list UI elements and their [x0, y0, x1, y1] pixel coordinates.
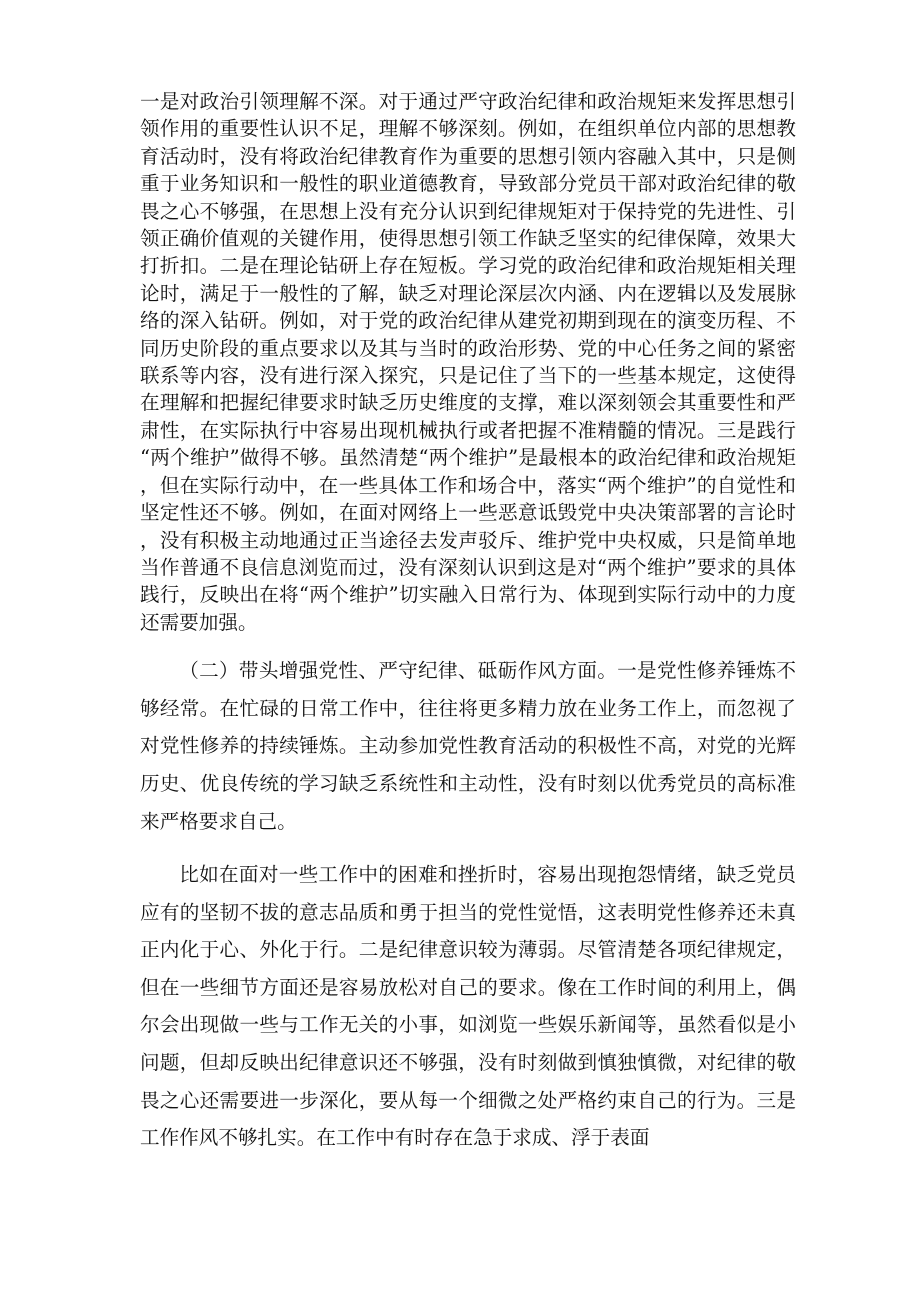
document-page [140, 88, 796, 1157]
paragraph-party-spirit-heading: （二）带头增强党性、严守纪律、砥砺作风方面。一是党性修养锤炼不够经常。在忙碌的日常工作中，往往将更多精力放在业务工作上，而忽视了对党性修养的持续锤炼。主动参加党性教育活动的积极性不高，对党的光辉历史、优良传统的学习缺乏系统性和主动性，没有时刻以优秀党员的高标准来严格要求自己。 [140, 659, 796, 833]
paragraph-discipline-awareness: 比如在面对一些工作中的困难和挫折时，容易出现抱怨情绪，缺乏党员应有的坚韧不拔的意志品质和勇于担当的党性觉悟，这表明党性修养还未真正内化于心、外化于行。二是纪律意识较为薄弱。尽管清楚各项纪律规定，但在一些细节方面还是容易放松对自己的要求。像在工作时间的利用上，偶尔会出现做一些与工作无关的小事，如浏览一些娱乐新闻等，虽然看似是小问题，但却反映出纪律意识还不够强，没有时刻做到慎独慎微，对纪律的敬畏之心还需要进一步深化，要从每一个细微之处严格约束自己的行为。三是工作作风不够扎实。在工作中有时存在急于求成、浮于表面 [140, 863, 796, 1150]
paragraph-political-guidance: 一是对政治引领理解不深。对于通过严守政治纪律和政治规矩来发挥思想引领作用的重要性认识不足，理解不够深刻。例如，在组织单位内部的思想教育活动时，没有将政治纪律教育作为重要的思想引领内容融入其中，只是侧重于业务知识和一般性的职业道德教育，导致部分党员干部对政治纪律的敬畏之心不够强，在思想上没有充分认识到纪律规矩对于保持党的先进性、引领正确价值观的关键作用，使得思想引领工作缺乏坚实的纪律保障，效果大打折扣。二是在理论钻研上存在短板。学习党的政治纪律和政治规矩相关理论时，满足于一般性的了解，缺乏对理论深层次内涵、内在逻辑以及发展脉络的深入钻研。例如，对于党的政治纪律从建党初期到现在的演变历程、不同历史阶段的重点要求以及其与当时的政治形势、党的中心任务之间的紧密联系等内容，没有进行深入探究，只是记住了当下的一些基本规定，这使得在理解和把握纪律要求时缺乏历史维度的支撑，难以深刻领会其重要性和严肃性，在实际执行中容易出现机械执行或者把握不准精髓的情况。三是践行“两个维护”做得不够。虽然清楚“两个维护”是最根本的政治纪律和政治规矩，但在实际行动中，在一些具体工作和场合中，落实“两个维护”的自觉性和坚定性还不够。例如，在面对网络上一些恶意诋毁党中央决策部署的言论时，没有积极主动地通过正当途径去发声驳斥、维护党中央权威，只是简单地当作普通不良信息浏览而过，没有深刻认识到这是对“两个维护”要求的具体践行，反映出在将“两个维护”切实融入日常行为、体现到实际行动中的力度还需要加强。 [140, 90, 796, 634]
